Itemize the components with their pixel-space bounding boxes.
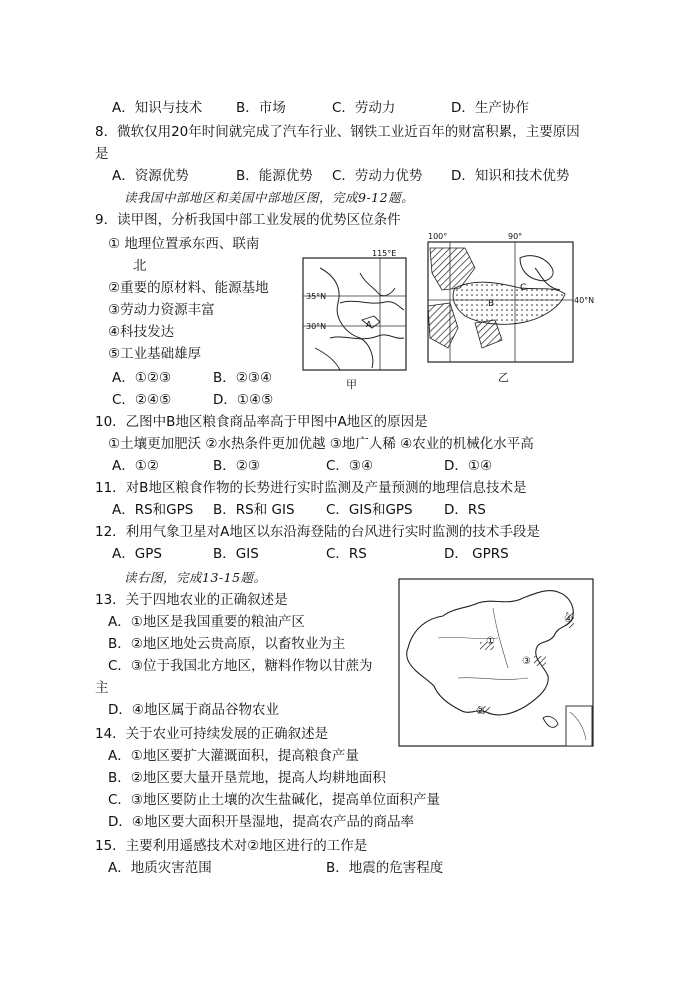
q9-item-3: ③劳动力资源丰富 <box>108 302 215 318</box>
map-yi-lon2: 90° <box>508 232 523 241</box>
q13-option-d: D．④地区属于商品谷物农业 <box>108 702 279 718</box>
q10-option-c: C．③④ <box>326 458 374 474</box>
q11-stem: 11．对B地区粮食作物的长势进行实时监测及产量预测的地理信息技术是 <box>95 480 527 496</box>
q7-option-c: C．劳动力 <box>332 100 396 116</box>
q14-option-a: A．①地区要扩大灌溉面积，提高粮食产量 <box>108 748 359 764</box>
q10-items: ①土壤更加肥沃 ②水热条件更加优越 ③地广人稀 ④农业的机械化水平高 <box>108 436 534 452</box>
q9-option-b: B．②③④ <box>213 370 273 386</box>
map-yi-lon1: 100° <box>428 232 448 241</box>
map-china-m1: ① <box>486 636 495 647</box>
note-9-12: 读我国中部地区和美国中部地区图，完成9-12题。 <box>124 190 415 205</box>
map-yi <box>420 228 595 393</box>
q9-stem: 9．读甲图，分析我国中部工业发展的优势区位条件 <box>95 212 401 228</box>
q15-option-a: A．地质灾害范围 <box>108 860 212 876</box>
q14-option-b: B．②地区要大量开垦荒地，提高人均耕地面积 <box>108 770 386 786</box>
map-jia-region-a: A <box>366 320 372 329</box>
q15-stem: 15．主要利用遥感技术对②地区进行的工作是 <box>95 838 368 854</box>
q14-option-d: D．④地区要大面积开垦湿地，提高农产品的商品率 <box>108 814 414 830</box>
map-yi-lat: 40°N <box>574 296 595 305</box>
map-jia-lat2: 30°N <box>306 322 327 331</box>
map-china <box>398 578 594 748</box>
map-yi-region-c: C <box>520 283 527 293</box>
q9-option-c: C．②④⑤ <box>112 392 172 408</box>
q9-item-5: ⑤工业基础雄厚 <box>108 346 202 362</box>
q13-option-a: A．①地区是我国重要的粮油产区 <box>108 614 305 630</box>
q8-option-d: D．知识和技术优势 <box>451 168 570 184</box>
map-yi-region-b: B <box>488 299 495 309</box>
q9-item-1: ① 地理位置承东西、联南 <box>108 236 260 252</box>
q13-option-c-cont: 主 <box>95 680 109 696</box>
q12-option-a: A．GPS <box>112 546 162 562</box>
map-china-m2: ② <box>476 706 485 717</box>
q8-option-c: C．劳动力优势 <box>332 168 423 184</box>
q13-option-c: C．③位于我国北方地区，糖料作物以甘蔗为 <box>108 658 373 674</box>
q9-item-1-cont: 北 <box>133 258 147 274</box>
q8-stem-cont: 是 <box>95 146 109 162</box>
q12-option-d: D． GPRS <box>444 546 509 562</box>
q7-option-d: D．生产协作 <box>451 100 529 116</box>
q10-stem: 10．乙图中B地区粮食商品率高于甲图中A地区的原因是 <box>95 414 428 430</box>
q10-option-b: B．②③ <box>213 458 260 474</box>
q11-option-c: C．GIS和GPS <box>326 502 413 518</box>
map-jia <box>300 248 410 393</box>
q13-stem: 13．关于四地农业的正确叙述是 <box>95 592 288 608</box>
q8-option-b: B．能源优势 <box>236 168 313 184</box>
map-china-m3: ③ <box>522 656 531 667</box>
map-yi-caption: 乙 <box>498 371 509 384</box>
q8-stem: 8．微软仅用20年时间就完成了汽车行业、钢铁工业近百年的财富积累，主要原因 <box>95 124 580 140</box>
q11-option-b: B．RS和 GIS <box>213 502 295 518</box>
map-jia-lon: 115°E <box>372 249 397 258</box>
q10-option-d: D．①④ <box>444 458 493 474</box>
q9-item-4: ④科技发达 <box>108 324 175 340</box>
q9-option-d: D．①④⑤ <box>213 392 274 408</box>
q14-option-c: C．③地区要防止土壤的次生盐碱化，提高单位面积产量 <box>108 792 441 808</box>
q8-option-a: A．资源优势 <box>112 168 189 184</box>
map-jia-lat1: 35°N <box>306 292 327 301</box>
q9-item-2: ②重要的原材料、能源基地 <box>108 280 269 296</box>
q10-option-a: A．①② <box>112 458 159 474</box>
q7-option-b: B．市场 <box>236 100 286 116</box>
q15-option-b: B．地震的危害程度 <box>326 860 444 876</box>
q11-option-d: D．RS <box>444 502 486 518</box>
q7-option-a: A．知识与技术 <box>112 100 203 116</box>
q12-option-b: B．GIS <box>213 546 259 562</box>
map-china-m4: ④ <box>564 614 573 625</box>
note-13-15: 读右图，完成13-15题。 <box>124 570 267 585</box>
q12-stem: 12．利用气象卫星对A地区以东沿海登陆的台风进行实时监测的技术手段是 <box>95 524 540 540</box>
q12-option-c: C．RS <box>326 546 367 562</box>
map-jia-caption: 甲 <box>346 378 357 391</box>
q11-option-a: A．RS和GPS <box>112 502 194 518</box>
q14-stem: 14．关于农业可持续发展的正确叙述是 <box>95 726 329 742</box>
q13-option-b: B．②地区地处云贵高原，以畜牧业为主 <box>108 636 346 652</box>
q9-option-a: A．①②③ <box>112 370 172 386</box>
